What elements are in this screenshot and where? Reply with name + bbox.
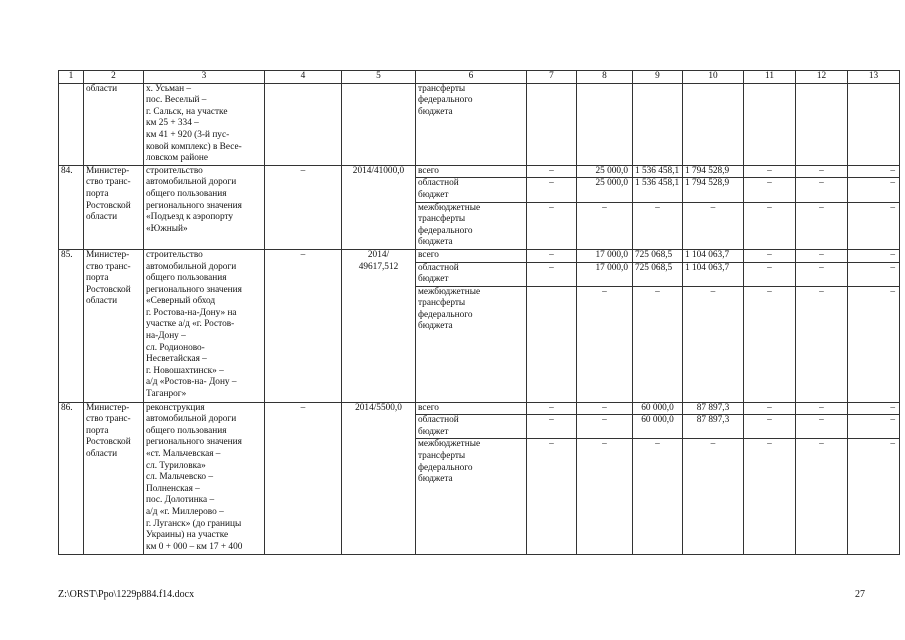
value-cell: –: [744, 286, 796, 402]
header-cell: 2: [84, 71, 144, 84]
header-cell: 4: [265, 71, 342, 84]
col4-cell: –: [265, 402, 342, 555]
value-cell: –: [744, 402, 796, 415]
value-cell: –: [633, 286, 683, 402]
value-cell: –: [577, 202, 633, 249]
value-cell: –: [796, 286, 848, 402]
value-cell: –: [848, 165, 900, 178]
value-cell: 1 104 063,7: [683, 249, 744, 262]
source-cell: межбюджетные трансферты федерального бюджета: [416, 286, 527, 402]
source-cell: всего: [416, 249, 527, 262]
value-cell: –: [848, 415, 900, 439]
value-cell: –: [796, 262, 848, 286]
value-cell: –: [744, 439, 796, 555]
num-cell: [59, 83, 84, 165]
value-cell: –: [577, 415, 633, 439]
ministry-cell: Министер- ство транс- порта Ростовской области: [84, 402, 144, 555]
capacity-cell: 2014/41000,0: [342, 165, 416, 249]
table-row: [59, 402, 900, 415]
source-cell: всего: [416, 165, 527, 178]
column-number-row: [59, 71, 900, 84]
source-cell: межбюджетные трансферты федерального бюджета: [416, 202, 527, 249]
value-cell: [527, 286, 577, 402]
row-number: 86.: [59, 402, 84, 555]
value-cell: –: [848, 439, 900, 555]
value-cell: –: [848, 178, 900, 202]
value-cell: –: [744, 178, 796, 202]
header-cell: 3: [144, 71, 265, 84]
program-table: [58, 70, 900, 555]
header-cell: 7: [527, 71, 577, 84]
value-cell: –: [744, 165, 796, 178]
value-cell: –: [527, 415, 577, 439]
value-cell: 60 000,0: [633, 415, 683, 439]
source-cell: трансферты федерального бюджета: [416, 83, 527, 165]
header-cell: 11: [744, 71, 796, 84]
value-cell: 1 794 528,9: [683, 178, 744, 202]
value-cell: –: [633, 439, 683, 555]
header-cell: 13: [848, 71, 900, 84]
value-cell: –: [796, 249, 848, 262]
source-cell: межбюджетные трансферты федерального бюджета: [416, 439, 527, 555]
description-cell: х. Усьман – пос. Веселый – г. Сальск, на участке км 25 + 334 – км 41 + 920 (3-й пус- ковой комплекс) в Весе- ловском районе: [144, 83, 265, 165]
header-cell: 12: [796, 71, 848, 84]
value-cell: –: [848, 402, 900, 415]
header-cell: 6: [416, 71, 527, 84]
value-cell: 725 068,5: [633, 262, 683, 286]
row-number: 84.: [59, 165, 84, 249]
col4-cell: –: [265, 249, 342, 402]
value-cell: 17 000,0: [577, 249, 633, 262]
value-cell: –: [796, 402, 848, 415]
value-cell: –: [744, 415, 796, 439]
source-cell: областной бюджет: [416, 415, 527, 439]
capacity-cell: 2014/ 49617,512: [342, 249, 416, 402]
value-cell: –: [527, 402, 577, 415]
value-cell: –: [683, 202, 744, 249]
footer-file-path: Z:\ORST\Ppo\1229p884.f14.docx: [58, 589, 195, 600]
value-cell: 25 000,0: [577, 178, 633, 202]
ministry-cell: области: [84, 83, 144, 165]
header-cell: 5: [342, 71, 416, 84]
header-cell: 9: [633, 71, 683, 84]
value-cell: –: [848, 249, 900, 262]
col4-cell: [265, 83, 342, 165]
value-cell: –: [527, 165, 577, 178]
value-cell: –: [744, 262, 796, 286]
value-cell: –: [527, 262, 577, 286]
header-cell: 10: [683, 71, 744, 84]
capacity-cell: [342, 83, 416, 165]
description-cell: реконструкция автомобильной дороги общего пользования регионального значения «ст. Мальчевская – сл. Туриловка» сл. Мальчевско – Полненская – пос. Долотинка – а/д «г. Миллерово – г. Луганск» (до границы Украины) на участке км 0 + 000 – км 17 + 400: [144, 402, 265, 555]
value-cell: 1 536 458,1: [633, 178, 683, 202]
value-cell: –: [796, 178, 848, 202]
value-cell: 1 536 458,1: [633, 165, 683, 178]
value-cell: –: [744, 249, 796, 262]
value-cell: –: [848, 286, 900, 402]
value-cell: 1 794 528,9: [683, 165, 744, 178]
value-cell: –: [577, 402, 633, 415]
value-cell: –: [527, 249, 577, 262]
source-cell: областной бюджет: [416, 262, 527, 286]
description-cell: строительство автомобильной дороги общего пользования регионального значения «Подъезд к аэропорту «Южный»: [144, 165, 265, 249]
table-row-continued: [59, 83, 900, 165]
value-cell: 87 897,3: [683, 402, 744, 415]
value-cell: –: [527, 439, 577, 555]
value-cell: –: [577, 286, 633, 402]
value-cell: –: [796, 439, 848, 555]
value-cell: –: [633, 202, 683, 249]
value-cell: 725 068,5: [633, 249, 683, 262]
value-cell: –: [683, 286, 744, 402]
row-number: 85.: [59, 249, 84, 402]
description-cell: строительство автомобильной дороги общего пользования регионального значения «Северный обход г. Ростова-на-Дону» на участке а/д «г. Ростов- на-Дону – сл. Родионово- Несветайская – г. Новошахтинск» – а/д «Ростов-на- Дону – Таганрог»: [144, 249, 265, 402]
value-cell: –: [796, 415, 848, 439]
source-cell: областной бюджет: [416, 178, 527, 202]
ministry-cell: Министер- ство транс- порта Ростовской области: [84, 249, 144, 402]
capacity-cell: 2014/5500,0: [342, 402, 416, 555]
value-cell: –: [744, 202, 796, 249]
header-cell: 8: [577, 71, 633, 84]
value-cell: –: [848, 202, 900, 249]
source-cell: всего: [416, 402, 527, 415]
table-row: [59, 249, 900, 262]
col4-cell: –: [265, 165, 342, 249]
table-row: [59, 165, 900, 178]
value-cell: 25 000,0: [577, 165, 633, 178]
value-cell: –: [527, 202, 577, 249]
value-cell: 1 104 063,7: [683, 262, 744, 286]
header-cell: 1: [59, 71, 84, 84]
value-cell: –: [683, 439, 744, 555]
value-cell: –: [527, 178, 577, 202]
value-cell: –: [796, 202, 848, 249]
value-cell: –: [796, 165, 848, 178]
value-cell: 17 000,0: [577, 262, 633, 286]
value-cell: 60 000,0: [633, 402, 683, 415]
value-cell: 87 897,3: [683, 415, 744, 439]
value-cell: –: [848, 262, 900, 286]
ministry-cell: Министер- ство транс- порта Ростовской области: [84, 165, 144, 249]
value-cell: –: [577, 439, 633, 555]
page-number: 27: [855, 589, 865, 600]
